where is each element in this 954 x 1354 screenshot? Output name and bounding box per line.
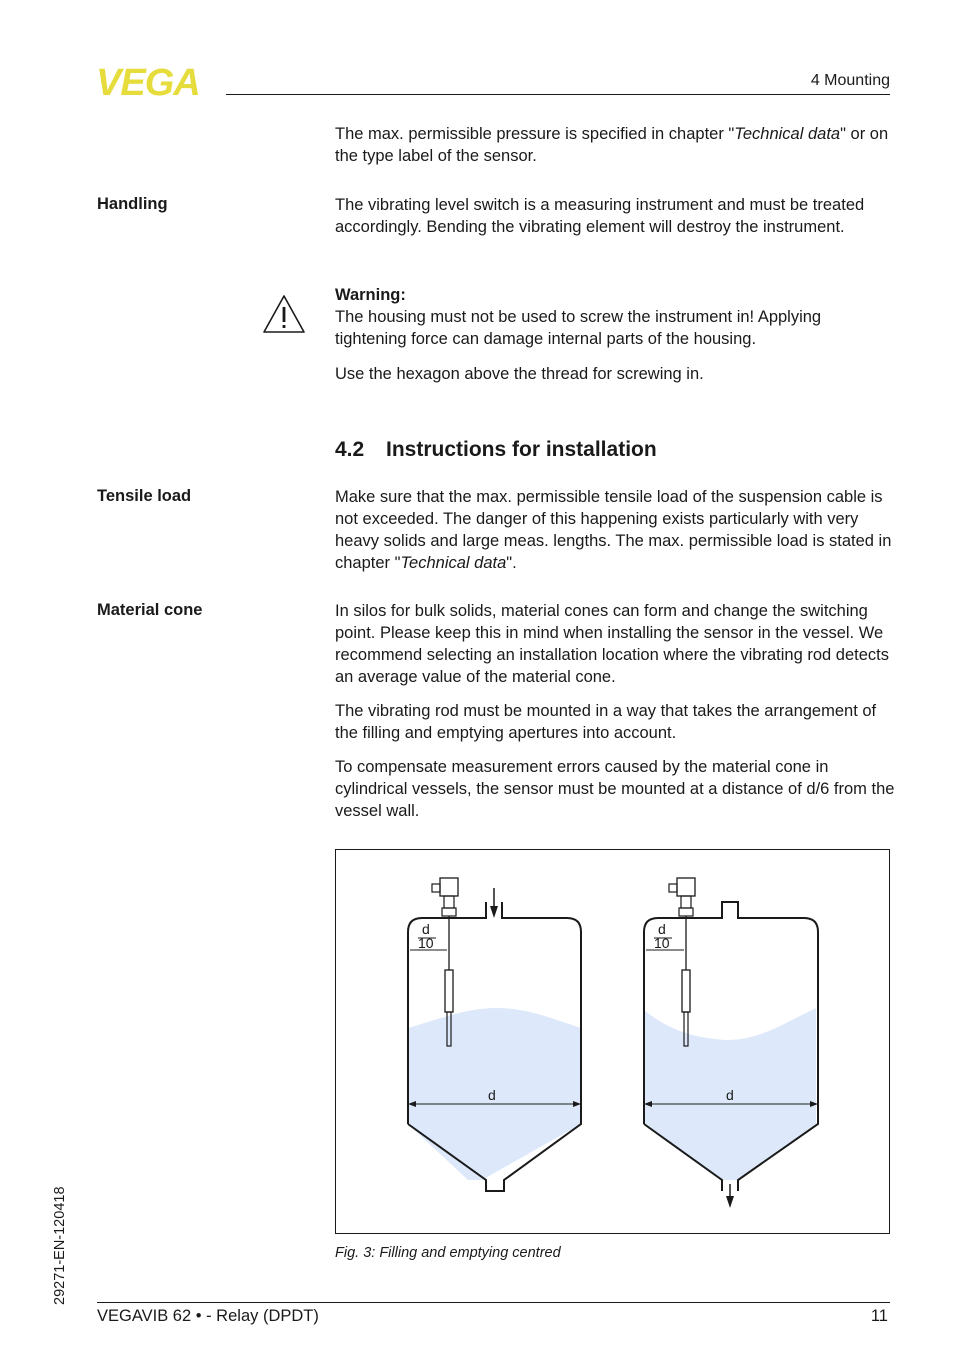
warning-text: The housing must not be used to screw the instrument in! Applying tightening force can damage internal parts of the housing. (335, 308, 822, 348)
page-number: 11 (870, 1307, 888, 1325)
tensile-load-label: Tensile load (97, 487, 192, 505)
tensile-load-paragraph: Make sure that the max. permissible tensile load of the suspension cable is not exceeded. The danger of this happening exists particularly with very heavy solids and large meas. lengths. The max. permissible load is stated in chapter "Technical data". (335, 488, 892, 572)
footer-rule (97, 1302, 890, 1303)
section-label: 4 Mounting (810, 72, 890, 89)
vessel-filling-centred (408, 878, 581, 1191)
figure-frame (335, 849, 890, 1234)
section-title: Instructions for installation (386, 438, 657, 461)
logo-text: VEGA (96, 64, 200, 98)
material-cone-label: Material cone (97, 601, 203, 619)
warning-title: Warning: (335, 286, 406, 304)
material-cone-paragraph-3: To compensate measurement errors caused by the material cone in cylindrical vessels, the sensor must be mounted at a distance of d/6 from the vessel wall. (335, 758, 895, 820)
outflow-arrowhead (726, 1196, 734, 1208)
vessel-emptying-centred (644, 878, 818, 1208)
section-number: 4.2 (335, 438, 365, 461)
fraction-denominator: 10 (418, 935, 434, 951)
vibrating-sensor (669, 878, 695, 1046)
fraction-numerator: d (658, 921, 666, 937)
vessel-diagram (336, 850, 889, 1233)
figure-caption: Fig. 3: Filling and emptying centred (335, 1245, 561, 1261)
hexagon-note: Use the hexagon above the thread for screwing in. (335, 365, 704, 383)
intro-paragraph: The max. permissible pressure is specified in chapter "Technical data" or on the type label of the sensor. (335, 125, 889, 165)
section-heading (335, 438, 657, 462)
diameter-label: d (726, 1087, 734, 1103)
vega-logo (96, 64, 220, 98)
handling-paragraph: The vibrating level switch is a measuring instrument and must be treated accordingly. Bending the vibrating element will destroy the instrument. (335, 196, 865, 236)
handling-label: Handling (97, 195, 168, 213)
document-id: 29271-EN-120418 (52, 1186, 68, 1305)
inflow-arrowhead (490, 906, 498, 918)
technical-data-ref: Technical data (734, 125, 841, 143)
fraction-numerator: d (422, 921, 430, 937)
footer-product: VEGAVIB 62 • - Relay (DPDT) (97, 1307, 319, 1325)
material-cone-paragraph-1: In silos for bulk solids, material cones can form and change the switching point. Please keep this in mind when installing the sensor in the vessel. We recommend selecting an installation location where the vibrating rod detects an average value of the material cone. (335, 602, 889, 686)
header-rule (226, 94, 890, 95)
material-cone-paragraph-2: The vibrating rod must be mounted in a way that takes the arrangement of the filling and emptying apertures into account. (335, 702, 877, 742)
fraction-denominator: 10 (654, 935, 670, 951)
technical-data-ref: Technical data (400, 554, 507, 572)
warning-triangle-icon (262, 294, 306, 334)
warning-block (335, 284, 895, 350)
diameter-label: d (488, 1087, 496, 1103)
